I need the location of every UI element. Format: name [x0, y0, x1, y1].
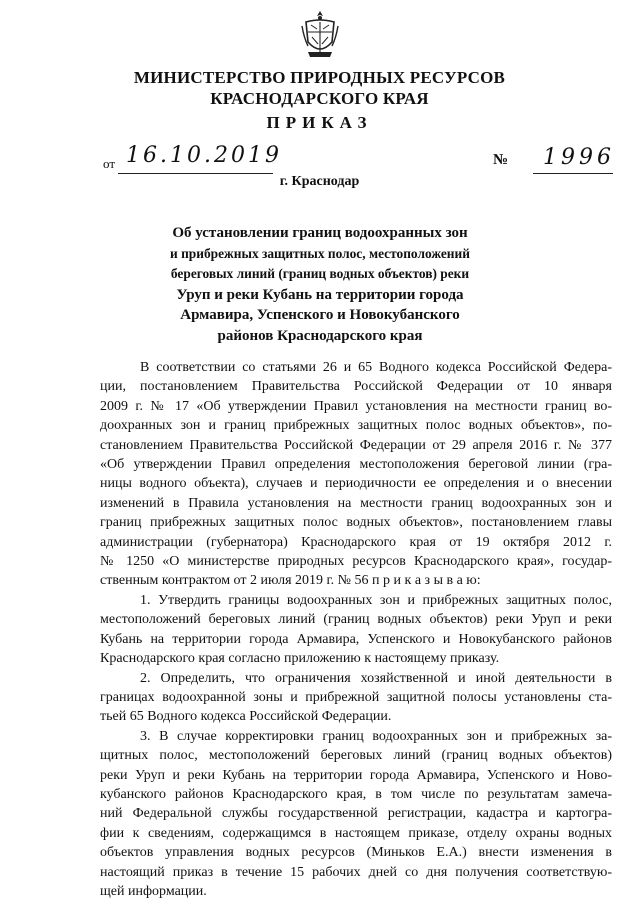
handwritten-number: 1996 [543, 145, 615, 170]
ministry-name-line1: МИНИСТЕРСТВО ПРИРОДНЫХ РЕСУРСОВ [133, 68, 506, 87]
date-field [118, 143, 282, 174]
body-line: кубанского районов Краснодарского края, в том числе по результатам замеча- [100, 786, 612, 802]
body-line: «Об утверждении Правил определения местоположения береговой линии (гра- [100, 457, 612, 473]
date-label: от [103, 156, 116, 171]
body-line: местоположений береговых линий (границ водных объектов) реки Уруп и реки [100, 612, 612, 628]
order-title [170, 223, 470, 346]
body-line: границах водоохранной зоны и прибрежной защитной полосы установлены ста- [100, 689, 612, 705]
body-line: ственным контрактом от 2 июля 2019 г. № 56 п р и к а з ы в а ю: [100, 573, 481, 589]
body-line: становлением Правительства Российской Федерации от 29 апреля 2016 г. № 377 [100, 437, 612, 453]
body-line: ний Федеральной службы государственной регистрации, кадастра и картогра- [100, 806, 612, 822]
body-line: реки Уруп и реки Кубань на территории города Армавира, Успенского и Ново- [100, 767, 612, 783]
body-line: 3. В случае корректировки границ водоохранных зон и прибрежных за- [140, 728, 612, 744]
body-line: щей информации. [100, 883, 207, 899]
number-label: № [493, 152, 509, 168]
body-line: фии к сведениям, содержащимся в настоящем приказе, отделу охраны водных [100, 825, 612, 841]
body-line: В соответствии со статьями 26 и 65 Водного кодекса Российской Федера- [140, 360, 612, 375]
body-line: администрации (губернатора) Краснодарского края от 19 октября 2012 г. [100, 534, 612, 550]
body-line: 2009 г. № 17 «Об утверждении Правил установления на местности границ во- [100, 398, 612, 414]
title-line: Армавира, Успенского и Новокубанского [180, 307, 460, 323]
body-line: № 1250 «О министерстве природных ресурсов Краснодарского края», государ- [100, 554, 612, 570]
body-line: 1. Утвердить границы водоохранных зон и прибрежных защитных полос, [140, 592, 612, 608]
body-line: щитных полос, местоположений береговых линий (границ водных объектов) [100, 748, 612, 764]
body-line: настоящий приказ в течение 15 рабочих дней со дня получения соответствую- [100, 864, 612, 880]
title-line: районов Краснодарского края [217, 327, 423, 344]
body-line: ницы водного объекта), случаев и периодичности ее определения и о внесении [100, 476, 612, 492]
city-line: г. Краснодар [279, 174, 360, 189]
title-line: береговых линий (границ водных объектов) реки [170, 266, 470, 281]
order-body [100, 358, 612, 901]
body-line: доохранных зон и границ прибрежных защитных полос водных объектов», по- [100, 418, 612, 434]
handwritten-date: 16.10.2019 [126, 143, 282, 168]
body-line: Краснодарского края согласно приложению к настоящему приказу. [100, 651, 500, 667]
body-line: тьей 65 Водного кодекса Российской Федерации. [100, 709, 392, 725]
body-line: Кубань на территории города Армавира, Успенского и Новокубанского районов [100, 631, 612, 647]
title-line: Об установлении границ водоохранных зон [172, 225, 468, 241]
title-line: Уруп и реки Кубань на территории города [176, 286, 464, 303]
body-line: ции, постановлением Правительства Российской Федерации от 10 января [100, 379, 612, 395]
body-line: границ прибрежных защитных полос водных объектов», постановлением главы [100, 515, 612, 531]
body-line: объектов управления водных ресурсов (Миньков Е.А.) внести изменения в [100, 845, 612, 861]
body-line: 2. Определить, что ограничения хозяйственной и иной деятельности в [140, 670, 612, 686]
title-line: и прибрежных защитных полос, местоположений [170, 245, 470, 261]
body-line: изменений в Правила установления на местности границ водоохранных зон и [100, 495, 612, 511]
coat-of-arms-emblem [300, 8, 340, 60]
ministry-name-line2: КРАСНОДАРСКОГО КРАЯ [210, 89, 429, 108]
number-field [533, 145, 613, 174]
document-type-heading: ПРИКАЗ [266, 113, 373, 132]
